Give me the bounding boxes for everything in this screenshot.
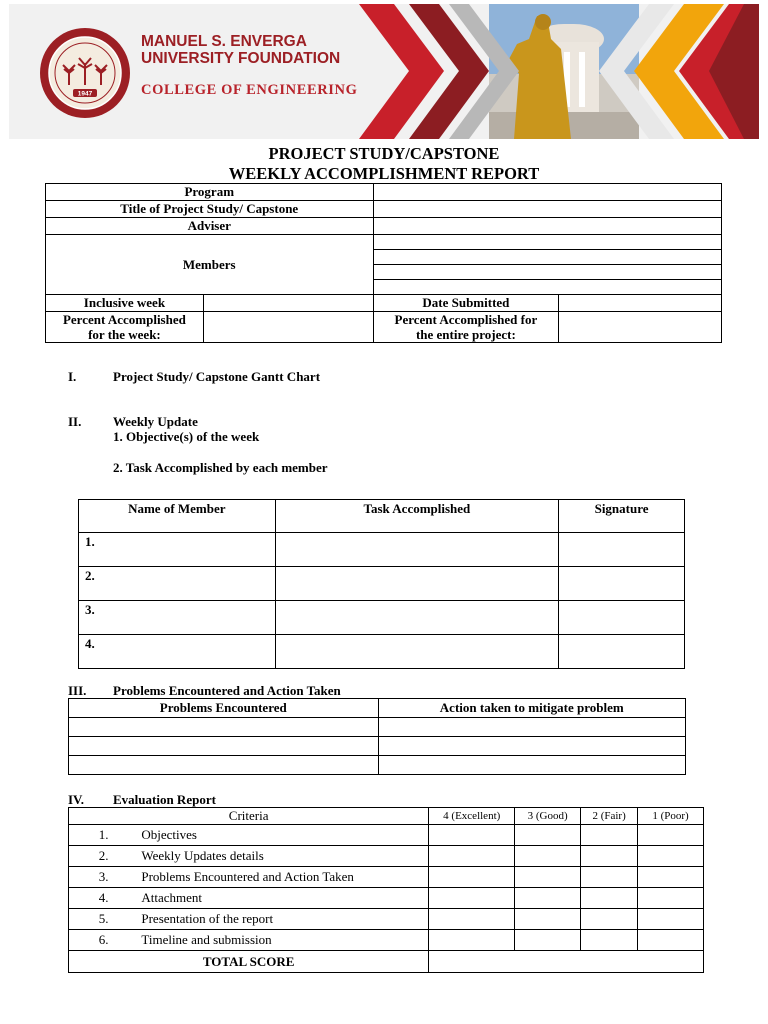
university-name-line2: UNIVERSITY FOUNDATION xyxy=(141,50,341,67)
table-row xyxy=(79,601,685,635)
signature-cell[interactable] xyxy=(559,635,685,669)
problems-header: Problems Encountered xyxy=(69,699,379,718)
member-field[interactable] xyxy=(373,235,722,250)
percent-project-field[interactable] xyxy=(559,312,722,343)
section-4-number: IV. xyxy=(68,792,85,807)
table-row xyxy=(69,909,704,930)
score-cell[interactable] xyxy=(638,867,704,888)
score-cell[interactable] xyxy=(429,930,515,951)
signature-cell[interactable] xyxy=(559,533,685,567)
score-cell[interactable] xyxy=(581,846,638,867)
criteria-number: 5. xyxy=(69,909,139,930)
score-cell[interactable] xyxy=(515,867,581,888)
signature-cell[interactable] xyxy=(559,601,685,635)
college-name: COLLEGE OF ENGINEERING xyxy=(141,82,358,98)
table-row xyxy=(79,533,685,567)
score-cell[interactable] xyxy=(429,909,515,930)
date-submitted-label: Date Submitted xyxy=(373,295,559,312)
percent-week-label-line1: Percent Accomplished xyxy=(62,312,186,327)
table-row xyxy=(69,867,704,888)
score-header-fair: 2 (Fair) xyxy=(581,808,638,825)
task-cell[interactable] xyxy=(275,635,559,669)
score-cell[interactable] xyxy=(638,930,704,951)
criteria-number: 1. xyxy=(69,825,139,846)
score-cell[interactable] xyxy=(581,909,638,930)
criteria-header: Criteria xyxy=(69,808,429,825)
score-cell[interactable] xyxy=(638,888,704,909)
university-name-line1: MANUEL S. ENVERGA xyxy=(141,33,307,50)
score-cell[interactable] xyxy=(581,825,638,846)
action-header: Action taken to mitigate problem xyxy=(378,699,685,718)
evaluation-table xyxy=(68,807,704,973)
score-header-excellent: 4 (Excellent) xyxy=(429,808,515,825)
percent-week-label-line2: for the week: xyxy=(88,327,161,342)
date-submitted-field[interactable] xyxy=(559,295,722,312)
task-cell[interactable] xyxy=(275,601,559,635)
banner-artwork xyxy=(339,4,759,139)
members-label: Members xyxy=(46,235,374,295)
problem-cell[interactable] xyxy=(69,737,379,756)
table-row xyxy=(79,635,685,669)
task-header-name: Name of Member xyxy=(79,500,276,533)
criteria-number: 6. xyxy=(69,930,139,951)
table-row xyxy=(79,567,685,601)
section-1-number: I. xyxy=(68,369,77,384)
inclusive-week-field[interactable] xyxy=(203,295,373,312)
score-cell[interactable] xyxy=(429,825,515,846)
section-1-title: Project Study/ Capstone Gantt Chart xyxy=(113,369,321,384)
report-title-line2: WEEKLY ACCOMPLISHMENT REPORT xyxy=(228,164,540,183)
criteria-number: 3. xyxy=(69,867,139,888)
program-field[interactable] xyxy=(373,184,722,201)
section-3-number: III. xyxy=(68,683,87,698)
member-field[interactable] xyxy=(373,280,722,295)
score-cell[interactable] xyxy=(515,888,581,909)
score-cell[interactable] xyxy=(515,825,581,846)
score-cell[interactable] xyxy=(515,909,581,930)
score-cell[interactable] xyxy=(515,846,581,867)
criteria-label: Timeline and submission xyxy=(138,930,428,951)
score-cell[interactable] xyxy=(429,846,515,867)
task-header-task: Task Accomplished xyxy=(275,500,559,533)
report-title-line1: PROJECT STUDY/CAPSTONE xyxy=(268,144,500,163)
criteria-number: 2. xyxy=(69,846,139,867)
task-cell[interactable] xyxy=(275,567,559,601)
score-cell[interactable] xyxy=(581,930,638,951)
criteria-label: Objectives xyxy=(138,825,428,846)
section-3-title: Problems Encountered and Action Taken xyxy=(113,683,341,698)
section-2-item-1: 1. Objective(s) of the week xyxy=(113,429,260,444)
score-cell[interactable] xyxy=(515,930,581,951)
criteria-label: Attachment xyxy=(138,888,428,909)
table-row xyxy=(69,930,704,951)
score-header-poor: 1 (Poor) xyxy=(638,808,704,825)
percent-project-label xyxy=(373,312,559,343)
criteria-label: Problems Encountered and Action Taken xyxy=(138,867,428,888)
member-field[interactable] xyxy=(373,265,722,280)
table-row xyxy=(69,756,686,775)
project-info-table xyxy=(45,183,722,343)
inclusive-week-label: Inclusive week xyxy=(46,295,204,312)
table-row xyxy=(69,888,704,909)
table-row xyxy=(69,825,704,846)
score-cell[interactable] xyxy=(581,888,638,909)
table-row xyxy=(69,951,704,973)
score-cell[interactable] xyxy=(638,846,704,867)
score-cell[interactable] xyxy=(581,867,638,888)
action-cell[interactable] xyxy=(378,718,685,737)
program-label: Program xyxy=(46,184,374,201)
problem-cell[interactable] xyxy=(69,718,379,737)
section-4-title: Evaluation Report xyxy=(113,792,216,807)
member-field[interactable] xyxy=(373,250,722,265)
member-row-number[interactable]: 3. xyxy=(79,601,276,635)
percent-project-label-line2: the entire project: xyxy=(415,327,516,342)
percent-week-field[interactable] xyxy=(203,312,373,343)
score-cell[interactable] xyxy=(638,909,704,930)
university-seal-logo xyxy=(39,27,131,119)
section-2-number: II. xyxy=(68,414,82,429)
table-row xyxy=(69,846,704,867)
member-row-number[interactable]: 2. xyxy=(79,567,276,601)
criteria-number: 4. xyxy=(69,888,139,909)
total-score-label: TOTAL SCORE xyxy=(69,951,429,973)
percent-week-label xyxy=(46,312,204,343)
criteria-label: Weekly Updates details xyxy=(138,846,428,867)
section-2-title: Weekly Update xyxy=(113,414,198,429)
seal-year: 1947 xyxy=(77,90,93,98)
adviser-label: Adviser xyxy=(46,218,374,235)
task-cell[interactable] xyxy=(275,533,559,567)
action-cell[interactable] xyxy=(378,737,685,756)
table-row xyxy=(69,718,686,737)
member-row-number[interactable]: 1. xyxy=(79,533,276,567)
table-row xyxy=(69,737,686,756)
section-2-item-2: 2. Task Accomplished by each member xyxy=(113,460,328,475)
problem-cell[interactable] xyxy=(69,756,379,775)
header-banner xyxy=(9,4,759,139)
score-header-good: 3 (Good) xyxy=(515,808,581,825)
problems-table xyxy=(68,698,686,775)
adviser-field[interactable] xyxy=(373,218,722,235)
percent-project-label-line1: Percent Accomplished for xyxy=(394,312,538,327)
member-row-number[interactable]: 4. xyxy=(79,635,276,669)
score-cell[interactable] xyxy=(429,867,515,888)
signature-cell[interactable] xyxy=(559,567,685,601)
score-cell[interactable] xyxy=(429,888,515,909)
criteria-label: Presentation of the report xyxy=(138,909,428,930)
score-cell[interactable] xyxy=(638,825,704,846)
action-cell[interactable] xyxy=(378,756,685,775)
project-title-label: Title of Project Study/ Capstone xyxy=(46,201,374,218)
total-score-cell[interactable] xyxy=(429,951,704,973)
task-header-signature: Signature xyxy=(559,500,685,533)
project-title-field[interactable] xyxy=(373,201,722,218)
task-accomplished-table xyxy=(78,499,685,669)
